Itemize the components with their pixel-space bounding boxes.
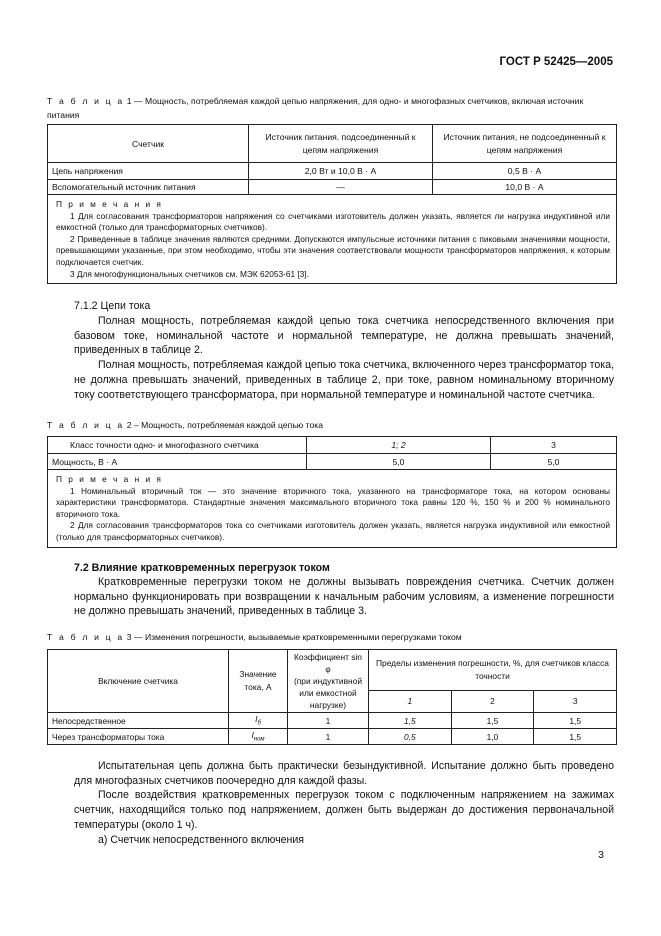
- table3-row1-coef: 1: [288, 713, 369, 729]
- table3-row2-class3: 1,5: [534, 729, 617, 745]
- section-712-paragraph-2: Полная мощность, потребляемая каждой цепью тока счетчика, включенного через трансформатор тока, не должна превышать значений, приведенных в таблице 2, при токе, равном номинальному вторичному току соответствующего трансформатора, при нормальной температуре и номинальной частоте счетчика.: [74, 359, 615, 401]
- table1-caption-text: 1 — Мощность, потребляемая каждой цепью напряжения, для одно- и многофазных счетчиков, включая источник питания: [47, 96, 584, 120]
- table1-caption-prefix: Т а б л и ц а: [47, 96, 125, 106]
- closing-paragraph-3: а) Счетчик непосредственного включения: [98, 833, 305, 846]
- table3: [47, 649, 617, 745]
- table-row: [48, 437, 617, 454]
- table1-caption: [47, 94, 617, 122]
- table2-row2-v1: 5,0: [307, 454, 491, 470]
- table-row: [48, 180, 617, 195]
- table-row: [48, 713, 617, 729]
- table3-class-3: 3: [534, 690, 617, 713]
- table3-header-current: Значение тока, А: [229, 650, 288, 713]
- section-712-paragraph-1: Полная мощность, потребляемая каждой цепью тока счетчика непосредственного включения при базовом токе, номинальной частоте и нормальной температуре, не должна превышать значений, приведенных в таблице 2.: [74, 315, 614, 357]
- table2-notes-heading: П р и м е ч а н и я: [56, 474, 163, 484]
- table2-notes: [48, 470, 617, 548]
- table1-row2-name: Вспомогательный источник питания: [48, 180, 249, 195]
- table2-note-1: 1 Номинальный вторичный ток — это значение вторичного тока, указанного на трансформаторе тока, на котором основаны характеристики трансформатора. Стандартные значения максимального вторичного тока равны 120 %, 150 % и 200 % номинального вторичного тока.: [56, 485, 610, 519]
- table1: [47, 124, 617, 284]
- table3-row1-current: [229, 713, 288, 729]
- table3-caption-text: 3 — Изменения погрешности, вызываемые кратковременными перегрузками током: [126, 632, 462, 642]
- table2-caption-text: 2 – Мощность, потребляемая каждой цепью тока: [126, 420, 323, 430]
- table2-note-2: 2 Для согласования трансформаторов тока со счетчиками изготовитель должен указать, является нагрузка индуктивной или емкостной (только для трансформаторных счетчиков).: [56, 520, 610, 542]
- table3-header-coefficient: [288, 650, 369, 713]
- table2: [47, 436, 617, 548]
- table1-header-connected: Источник питания. подсоединенный к цепям напряжения: [249, 125, 433, 163]
- closing-paragraph-2: После воздействия кратковременных перегрузок током с подключенным напряжением на зажимах счетчик, находящийся только под напряжением, должен быть выдержан до достижения первоначальной температуры (около 1 ч).: [74, 789, 614, 831]
- table3-row2-class2: 1,0: [451, 729, 534, 745]
- section-72-title: 7.2 Влияние кратковременных перегрузок током: [74, 562, 330, 574]
- table3-header-coefficient-note: (при индуктивной или емкостной нагрузке): [293, 676, 363, 710]
- table3-row1-current-sub: б: [257, 720, 261, 727]
- table1-row1-name: Цепь напряжения: [48, 163, 249, 180]
- table2-caption: [47, 418, 617, 432]
- table1-row1-v2: 0,5 В · А: [433, 163, 617, 180]
- table1-note-1: 1 Для согласования трансформаторов напряжения со счетчиками изготовитель должен указать, является ли нагрузка индуктивной или емкостной (только для трансформаторных счетчиков).: [56, 210, 610, 233]
- table2-row2-name: Мощность, В · А: [48, 454, 307, 470]
- table3-header-coefficient-main: Коэффициент sin φ: [294, 652, 362, 674]
- table1-row1-v1: 2,0 Вт и 10,0 В · А: [249, 163, 433, 180]
- table-row: [48, 729, 617, 745]
- table3-row2-class1: 0,5: [369, 729, 452, 745]
- section-712-body: [74, 314, 614, 402]
- table1-row2-v2: 10,0 В · А: [433, 180, 617, 195]
- table1-header-meter: Счетчик: [48, 125, 249, 163]
- table2-row1-v2: 3: [491, 437, 617, 454]
- table2-row2-v2: 5,0: [491, 454, 617, 470]
- closing-body: [74, 759, 614, 847]
- table1-notes: [48, 195, 617, 284]
- table3-row2-current: [229, 729, 288, 745]
- section-712-title: 7.1.2 Цепи тока: [74, 300, 151, 312]
- table3-row2-current-sub: ном: [253, 736, 265, 743]
- document-header: ГОСТ Р 52425—2005: [499, 56, 613, 68]
- table-row: [48, 454, 617, 470]
- table1-note-2: 2 Приведенные в таблице значения являются средними. Допускаются импульсные источники питания с пиковыми значениями мощности, превышающими указанные, при этом необходимо, чтобы эти значения соответствовали мощности трансформаторов напряжения, к которым подключается счетчик.: [56, 233, 610, 267]
- table3-row1-class2: 1,5: [451, 713, 534, 729]
- table-row: [48, 163, 617, 180]
- table1-note-3: 3 Для многофункциональных счетчиков см. МЭК 62053-61 [3].: [70, 268, 309, 279]
- table1-notes-heading: П р и м е ч а н и я: [56, 199, 163, 209]
- section-72-paragraph-1: Кратковременные перегрузки током не должны вызывать повреждения счетчика. Счетчик должен нормально функционировать при возвращении к начальным рабочим условиям, а изменение погрешности не должно превышать значений, приведенных в таблице 3.: [74, 576, 614, 618]
- closing-paragraph-1: Испытательная цепь должна быть практически безындуктивной. Испытание должно быть проведено для многофазных счетчиков поочередно для каждой фазы.: [74, 760, 614, 787]
- table3-caption-prefix: Т а б л и ц а: [47, 632, 125, 642]
- table1-header-not-connected: Источник питания, не подсоединенный к цепям напряжения: [433, 125, 617, 163]
- table3-row2-coef: 1: [288, 729, 369, 745]
- table3-class-2: 2: [451, 690, 534, 713]
- table3-header-limits: Пределы изменения погрешности, %, для счетчиков класса точности: [369, 650, 617, 691]
- table2-caption-prefix: Т а б л и ц а: [47, 420, 125, 430]
- table3-row1-current-symbol: I: [255, 714, 258, 725]
- table3-header-connection: Включение счетчика: [48, 650, 229, 713]
- table3-row1-name: Непосредственное: [48, 713, 229, 729]
- table3-row2-current-symbol: I: [251, 730, 254, 741]
- table3-class-1: 1: [369, 690, 452, 713]
- table3-row1-class1: 1,5: [369, 713, 452, 729]
- table2-row1-name: Класс точности одно- и многофазного счетчика: [48, 437, 307, 454]
- table3-row1-class3: 1,5: [534, 713, 617, 729]
- table3-caption: [47, 630, 617, 644]
- page-number: 3: [598, 849, 604, 861]
- table1-row2-v1: —: [249, 180, 433, 195]
- table3-row2-name: Через трансформаторы тока: [48, 729, 229, 745]
- table2-row1-v1: 1; 2: [307, 437, 491, 454]
- section-72-body: [74, 575, 614, 619]
